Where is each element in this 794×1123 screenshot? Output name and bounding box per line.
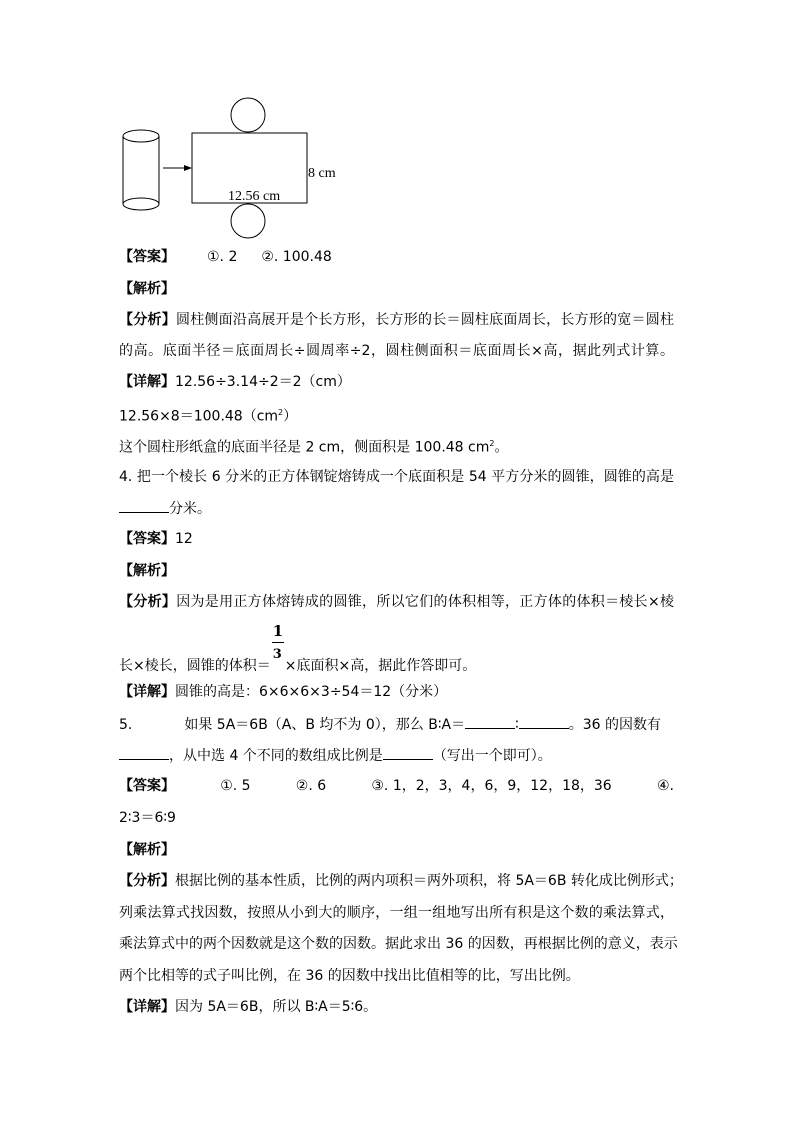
- answer-value: 12: [175, 531, 193, 547]
- answer-blank[interactable]: [119, 499, 169, 513]
- answer-2: ②. 6: [295, 778, 327, 794]
- question-text: 。36 的因数有: [568, 717, 661, 733]
- step-1: 12.56÷3.14÷2＝2（cm）: [175, 374, 351, 390]
- denominator: 3: [272, 647, 282, 662]
- fenxi-text: 长×棱长，圆锥的体积＝: [119, 658, 271, 674]
- fenxi-text: ×底面积×高，据此作答即可。: [284, 658, 477, 674]
- period: 。: [494, 439, 509, 456]
- fenxi-tag: 【分析】: [119, 594, 177, 610]
- xiangjie-text: 因为 5A＝6B，所以 B∶A＝5∶6。: [175, 999, 378, 1015]
- fenxi-text: 根据比例的基本性质，比例的两内项积＝两外项积，将 5A＝6B 转化成比例形式；: [175, 873, 683, 889]
- q4-xiangjie: [119, 683, 447, 701]
- xiangjie-tag: 【详解】: [119, 684, 175, 700]
- q4-question-2: [119, 499, 211, 518]
- q5-question-2: [119, 746, 552, 765]
- answer-blank-1[interactable]: [465, 715, 515, 729]
- answer-1: ①. 5: [220, 778, 251, 794]
- question-text: ，从中选 4 个不同的数组成比例是: [169, 748, 383, 764]
- q5-fenxi-4: 两个比相等的式子叫比例，在 36 的因数中找出比值相等的比，写出比例。: [119, 968, 580, 984]
- question-text: （写出一个即可）。: [432, 748, 552, 764]
- unit: 分米。: [169, 501, 211, 517]
- colon: ∶: [515, 717, 519, 733]
- q3-fenxi-1: [119, 311, 674, 329]
- length-label: 12.56 cm: [228, 189, 281, 204]
- q3-conclusion: [119, 435, 508, 457]
- q4-question-1: 4. 把一个棱长 6 分米的正方体钢锭熔铸成一个底面积是 54 平方分米的圆锥，圆锥的高是: [119, 469, 674, 485]
- q3-answer-line: [119, 248, 332, 266]
- bottom-circle: [231, 204, 265, 238]
- answer-tag: 【答案】: [119, 531, 175, 547]
- conclusion-text: 这个圆柱形纸盒的底面半径是 2 cm，侧面积是 100.48 cm: [119, 439, 490, 456]
- fenxi-tag: 【分析】: [119, 873, 175, 889]
- fenxi-text: 圆柱侧面沿高展开是个长方形，长方形的长＝圆柱底面周长，长方形的宽＝圆柱: [175, 312, 675, 328]
- step-2: 12.56×8＝100.48（cm: [119, 408, 279, 425]
- q4-jiexi: 【解析】: [119, 563, 175, 579]
- fenxi-tag: 【分析】: [119, 312, 176, 328]
- xiangjie-text: 圆锥的高是：6×6×6×3÷54＝12（分米）: [175, 684, 448, 700]
- answer-tag: 【答案】: [119, 249, 175, 265]
- q4-answer: [119, 530, 193, 548]
- q5-fenxi-1: [119, 872, 683, 890]
- q4-fenxi-1: [119, 593, 674, 611]
- superscript: 2: [489, 439, 495, 448]
- q5-answer-4: 2∶3＝6∶9: [119, 810, 176, 826]
- q5-fenxi-2: 列乘法算式找因数，按照从小到大的顺序，一组一组地写出所有积是这个数的乘法算式，: [119, 905, 674, 921]
- fraction-one-third: [271, 622, 285, 670]
- q5-question-1: [119, 715, 661, 734]
- superscript: 2: [278, 408, 284, 417]
- top-circle: [231, 98, 265, 132]
- arrow-icon: [163, 165, 192, 171]
- xiangjie-tag: 【详解】: [119, 374, 175, 390]
- question-number: 5.: [119, 717, 133, 733]
- fenxi-text: 因为是用正方体熔铸成的圆锥，所以它们的体积相等，正方体的体积＝棱长×棱: [176, 594, 674, 610]
- paren: ）: [283, 408, 298, 425]
- q3-jiexi: 【解析】: [119, 281, 175, 297]
- q5-xiangjie: [119, 998, 377, 1016]
- q5-answer: [119, 777, 674, 795]
- q3-fenxi-2: 的高。底面半径＝底面周长÷圆周率÷2，圆柱侧面积＝底面周长×高，据此列式计算。: [119, 343, 674, 359]
- answer-blank-4[interactable]: [383, 746, 433, 760]
- answer-2: ②. 100.48: [261, 249, 332, 265]
- q5-jiexi: 【解析】: [119, 842, 175, 858]
- answer-1: ①. 2: [207, 249, 238, 265]
- q4-fenxi-2: [119, 622, 477, 675]
- answer-3: ③. 1，2，3，4，6，9，12，18，36: [371, 778, 612, 794]
- q3-xiangjie: [119, 373, 351, 391]
- xiangjie-tag: 【详解】: [119, 999, 175, 1015]
- height-label: 8 cm: [308, 166, 336, 181]
- q5-fenxi-3: 乘法算式中的两个因数就是这个数的因数。据此求出 36 的因数，再根据比例的意义，表示: [119, 936, 678, 952]
- answer-blank-2[interactable]: [519, 715, 569, 729]
- answer-blank-3[interactable]: [119, 746, 169, 760]
- question-text: 如果 5A＝6B（A、B 均不为 0），那么 B∶A＝: [184, 717, 466, 733]
- answer-4-label: ④.: [656, 778, 674, 794]
- numerator: 1: [272, 622, 284, 640]
- answer-tag: 【答案】: [119, 778, 175, 794]
- q3-step-2: [119, 404, 297, 426]
- cylinder-unfold-diagram: [118, 92, 358, 252]
- cylinder-icon: [123, 130, 159, 210]
